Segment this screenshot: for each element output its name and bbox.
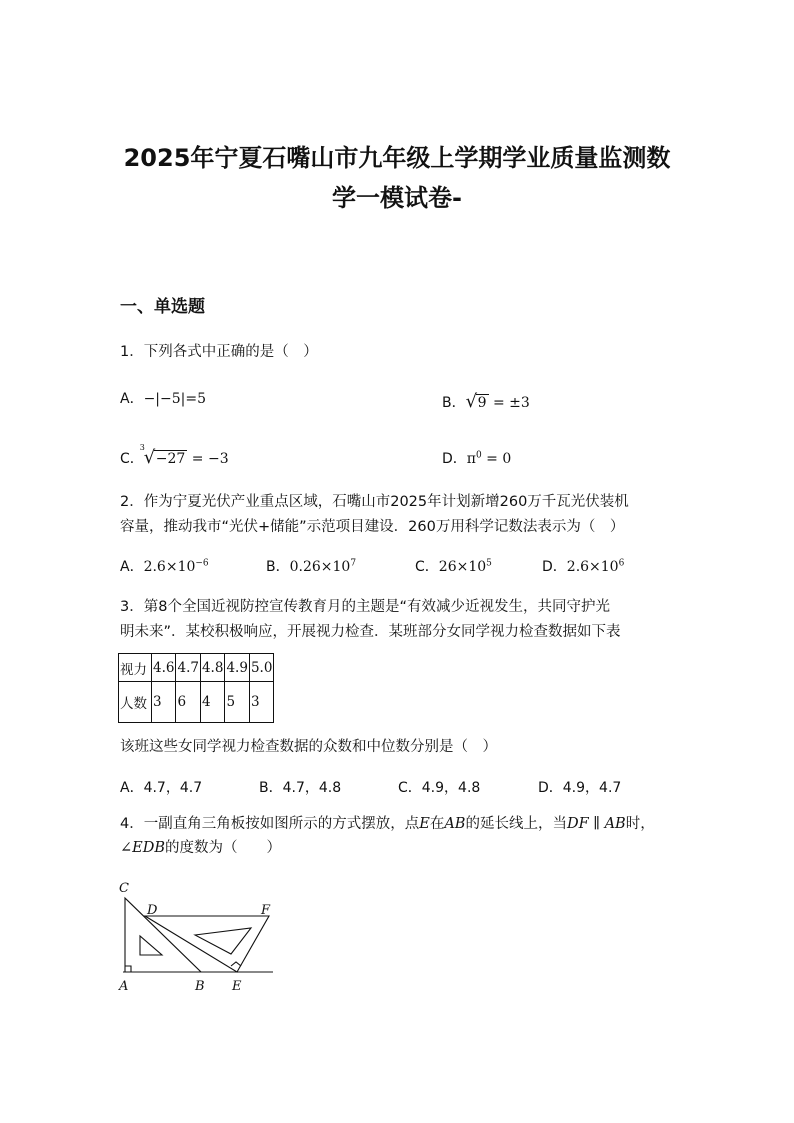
right-angle-e <box>231 962 241 966</box>
table-cell: 人数 <box>119 682 152 723</box>
q1-option-b[interactable]: B． √ 9 = ±3 <box>442 391 530 412</box>
table-cell: 3 <box>249 682 273 723</box>
q3-option-b[interactable]: B．4.7，4.8 <box>259 780 342 796</box>
table-cell: 6 <box>176 682 200 723</box>
table-cell: 3 <box>152 682 176 723</box>
right-angle-a <box>125 966 131 972</box>
triangle-acb <box>125 898 201 972</box>
table-row <box>119 682 274 723</box>
question-1-stem: 1．下列各式中正确的是（ ） <box>120 344 318 360</box>
triangle-dfe-inner <box>195 928 251 954</box>
label-a: A <box>119 979 129 994</box>
question-3-question: 该班这些女同学视力检查数据的众数和中位数分别是（ ） <box>120 739 497 755</box>
question-3-line2: 明未来”．某校积极响应，开展视力检查．某班部分女同学视力检查数据如下表 <box>120 624 621 640</box>
q2-option-a[interactable]: A．$2.6\times 10^{-6}$ <box>120 558 209 575</box>
q2-option-b[interactable]: B．$0.26\times 10^7$ <box>266 558 357 575</box>
q1-option-a[interactable]: A．−|−5|=5 <box>120 391 207 407</box>
label-c: C <box>119 881 129 896</box>
question-4-line1: 4．一副直角三角板按如图所示的方式摆放，点E在AB的延长线上，当DF ∥ AB时， <box>120 816 655 832</box>
label-f: F <box>261 903 271 918</box>
table-cell: 4.6 <box>152 654 176 682</box>
question-2-line2: 容量，推动我市“光伏+储能”示范项目建设．260万用科学记数法表示为（ ） <box>120 519 625 535</box>
table-cell: 5 <box>225 682 249 723</box>
triangle-set-square-figure <box>115 878 285 998</box>
table-cell: 4 <box>200 682 224 723</box>
page-title-line2: 学一模试卷- <box>332 184 462 212</box>
section-heading: 一、单选题 <box>120 297 205 317</box>
table-cell: 5.0 <box>249 654 273 682</box>
vision-table <box>118 653 274 723</box>
q2-option-c[interactable]: C．$26\times 10^5$ <box>415 558 492 575</box>
table-cell: 4.9 <box>225 654 249 682</box>
table-cell: 4.8 <box>200 654 224 682</box>
question-4-line2: ∠EDB的度数为（ ） <box>120 840 282 856</box>
q1-option-c[interactable]: C． 3 √ −27 = −3 <box>120 443 229 468</box>
label-d: D <box>147 903 158 918</box>
q2-option-d[interactable]: D．$2.6\times 10^6$ <box>542 558 625 575</box>
q3-option-d[interactable]: D．4.9，4.7 <box>538 780 622 796</box>
question-3-line1: 3．第8个全国近视防控宣传教育月的主题是“有效减少近视发生，共同守护光 <box>120 599 610 615</box>
triangle-dfe <box>145 916 269 972</box>
label-e: E <box>232 979 242 994</box>
q1-option-d[interactable]: D．$\pi^0 = 0$ <box>442 450 512 467</box>
question-2-line1: 2．作为宁夏光伏产业重点区域，石嘴山市2025年计划新增260万千瓦光伏装机 <box>120 494 629 510</box>
triangle-acb-inner <box>140 936 162 955</box>
q3-option-c[interactable]: C．4.9，4.8 <box>398 780 481 796</box>
table-cell: 视力 <box>119 654 152 682</box>
table-row <box>119 654 274 682</box>
q3-option-a[interactable]: A．4.7，4.7 <box>120 780 203 796</box>
page-title-line1: 2025年宁夏石嘴山市九年级上学期学业质量监测数 <box>123 144 671 172</box>
label-b: B <box>195 979 205 994</box>
table-cell: 4.7 <box>176 654 200 682</box>
